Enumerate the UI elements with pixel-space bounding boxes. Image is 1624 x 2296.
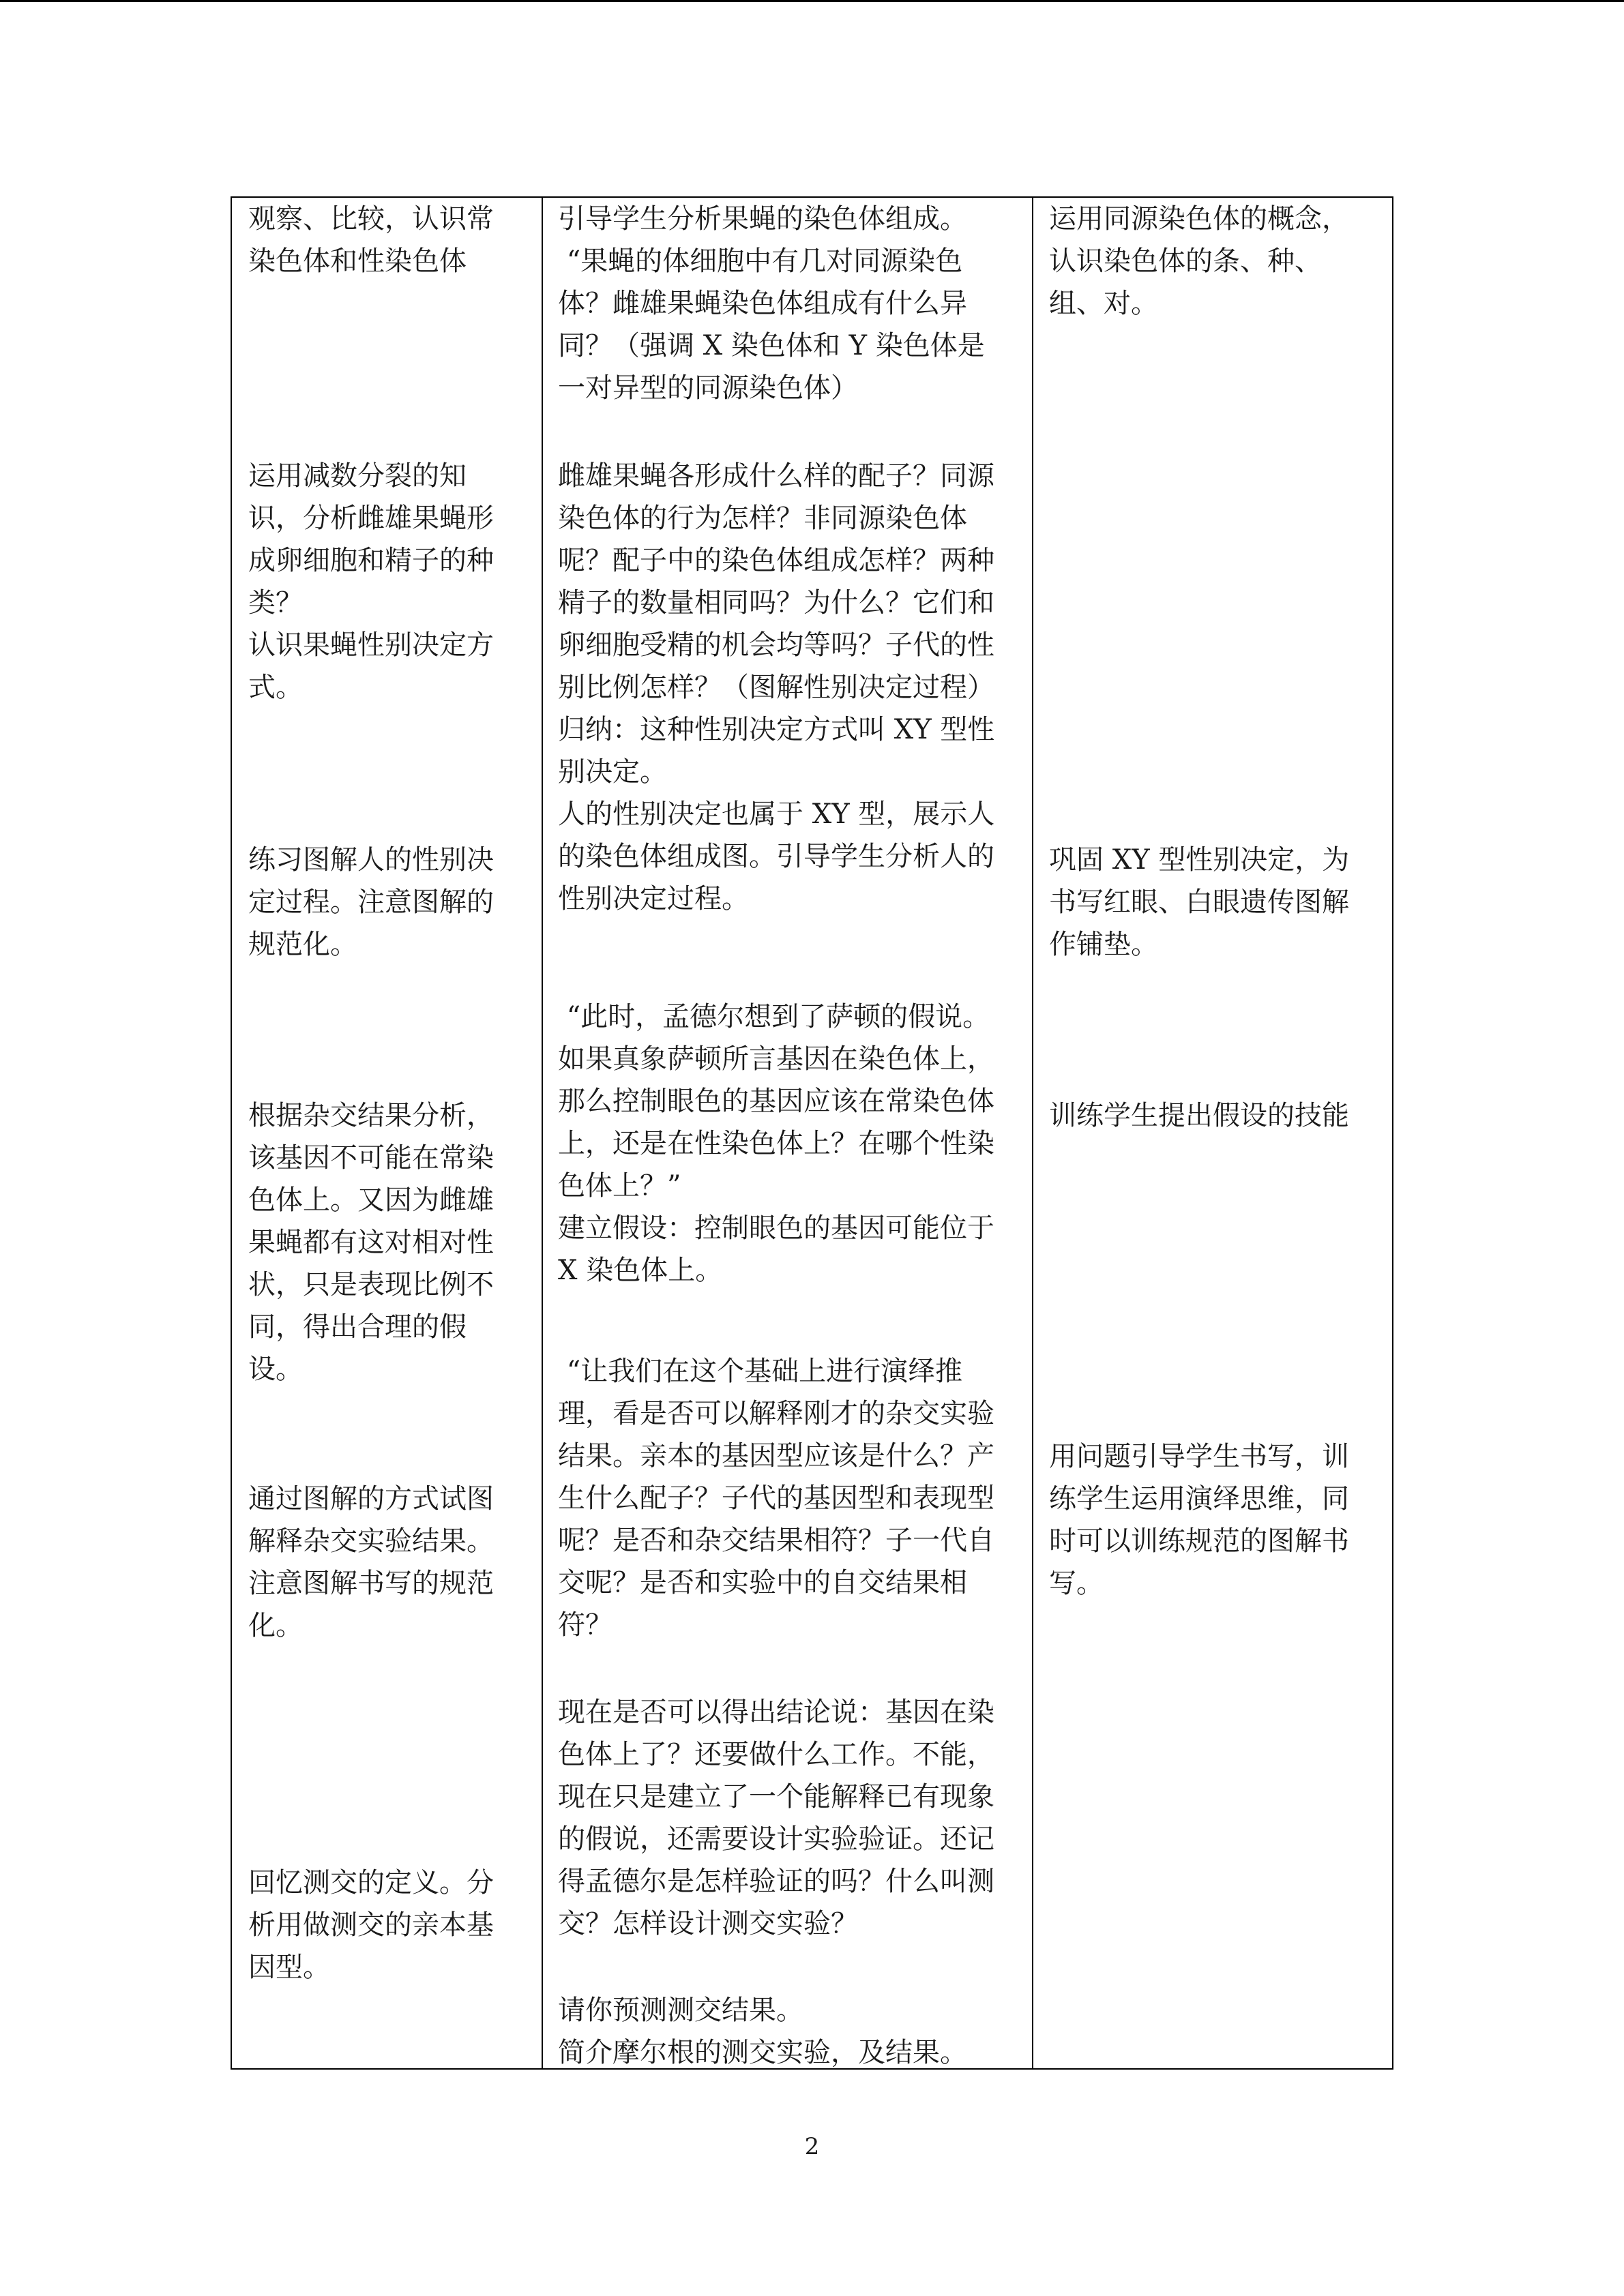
design-intent-hypothesis-skill: 训练学生提出假设的技能 <box>1049 1100 1349 1131</box>
teacher-activity-gametes: 雌雄果蝇各形成什么样的配子？同源 染色体的行为怎样？非同源染色体 呢？配子中的染色体组成怎样？两种 精子的数量相同吗？为什么？它们和 卵细胞受精的机会均等吗？子代的性 别比例怎样？（图解性别决定过程） 归纳：这种性别决定方式叫 XY 型性 别决定。 人的性别决定也属于 XY 型，展示人 的染色体组成图。引导学生分析人的 性别决定过程。 <box>558 460 995 914</box>
teacher-activity-predict: 请你预测测交结果。 简介摩尔根的测交实验，及结果。 <box>558 1995 967 2068</box>
student-activity-meiosis: 运用减数分裂的知 识，分析雌雄果蝇形 成卵细胞和精子的种 类？ 认识果蝇性别决定方 式。 <box>248 460 494 703</box>
student-activity-human-sex: 练习图解人的性别决 定过程。注意图解的 规范化。 <box>248 844 494 960</box>
design-intent-homologous: 运用同源染色体的概念， 认识染色体的条、种、 组、对。 <box>1049 203 1349 319</box>
teacher-activity-verification: 现在是否可以得出结论说：基因在染 色体上了？还要做什么工作。不能， 现在只是建立了一个能解释已有现象 的假说，还需要设计实验验证。还记 得孟德尔是怎样验证的吗？什么叫测 交？怎样设计测交实验？ <box>558 1697 994 1939</box>
page-number: 2 <box>804 2133 820 2160</box>
column-divider-2 <box>1032 198 1033 2068</box>
student-activity-hypothesis: 根据杂交结果分析， 该基因不可能在常染 色体上。又因为雌雄 果蝇都有这对相对性 状，只是表现比例不 同，得出合理的假 设。 <box>248 1100 494 1385</box>
column-divider-1 <box>542 198 543 2068</box>
student-activity-diagram: 通过图解的方式试图 解释杂交实验结果。 注意图解书写的规范 化。 <box>248 1483 494 1641</box>
teacher-activity-deduction: “让我们在这个基础上进行演绎推 理，看是否可以解释刚才的杂交实验 结果。亲本的基因型应该是什么？产 生什么配子？子代的基因型和表现型 呢？是否和杂交结果相符？子一代自 交呢？是否和实验中的自交结果相 符？ <box>558 1356 994 1641</box>
teacher-activity-sutton: “此时，孟德尔想到了萨顿的假说。 如果真象萨顿所言基因在染色体上， 那么控制眼色的基因应该在常染色体 上，还是在性染色体上？在哪个性染 色体上？” 建立假设：控制眼色的基因可能位于 X 染色体上。 <box>558 1001 994 1286</box>
student-activity-testcross: 回忆测交的定义。分 析用做测交的亲本基 因型。 <box>248 1867 494 1983</box>
student-activity-observe: 观察、比较，认识常 染色体和性染色体 <box>248 203 494 277</box>
design-intent-xy: 巩固 XY 型性别决定，为 书写红眼、白眼遗传图解 作铺垫。 <box>1049 844 1350 960</box>
lesson-plan-table <box>231 196 1393 2070</box>
teacher-activity-chromosomes: 引导学生分析果蝇的染色体组成。 “果蝇的体细胞中有几对同源染色 体？雌雄果蝇染色体组成有什么异 同？（强调 X 染色体和 Y 染色体是 一对异型的同源染色体） <box>558 203 985 404</box>
top-border-line <box>0 0 1624 2</box>
design-intent-deduction: 用问题引导学生书写，训 练学生运用演绎思维，同 时可以训练规范的图解书 写。 <box>1049 1441 1349 1599</box>
